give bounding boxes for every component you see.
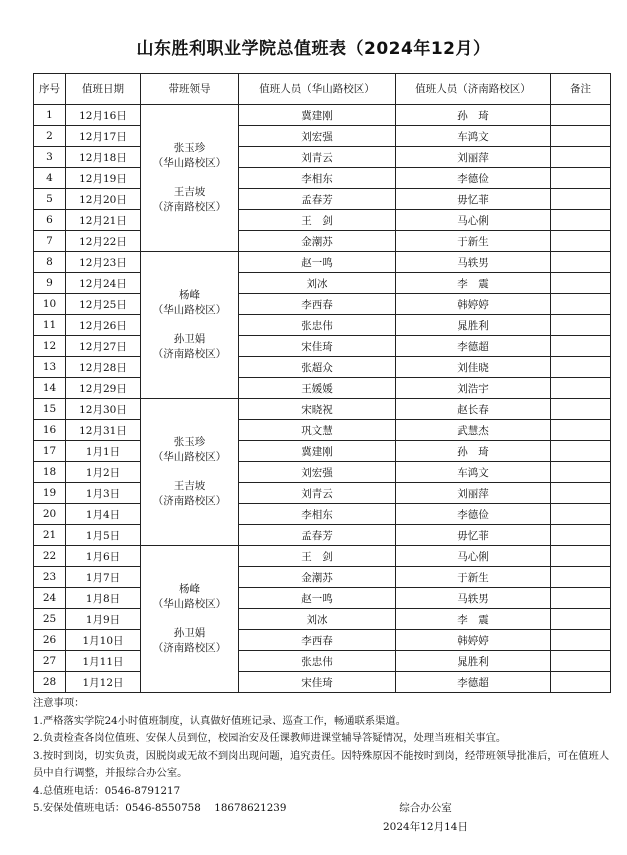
table-row bbox=[34, 651, 611, 672]
seq-cell: 22 bbox=[34, 546, 66, 567]
leader-cell bbox=[141, 252, 239, 399]
staff-jinan-cell: 韩婷婷 bbox=[396, 294, 551, 315]
staff-huashan-cell: 刘冰 bbox=[239, 609, 396, 630]
table-row bbox=[34, 315, 611, 336]
seq-cell: 5 bbox=[34, 189, 66, 210]
table-row bbox=[34, 294, 611, 315]
staff-huashan-cell: 赵一鸣 bbox=[239, 252, 396, 273]
duty-table bbox=[33, 73, 611, 693]
header-leader: 带班领导 bbox=[141, 74, 239, 105]
staff-huashan-cell: 金潮苏 bbox=[239, 567, 396, 588]
table-row bbox=[34, 567, 611, 588]
table-row bbox=[34, 630, 611, 651]
table-row bbox=[34, 378, 611, 399]
date-cell: 12月16日 bbox=[66, 105, 141, 126]
table-row bbox=[34, 210, 611, 231]
staff-huashan-cell: 李相东 bbox=[239, 504, 396, 525]
table-row bbox=[34, 546, 611, 567]
seq-cell: 18 bbox=[34, 462, 66, 483]
staff-jinan-cell: 于新生 bbox=[396, 231, 551, 252]
issue-date: 2024年12月14日 bbox=[383, 821, 468, 833]
staff-jinan-cell: 车鸿文 bbox=[396, 126, 551, 147]
seq-cell: 20 bbox=[34, 504, 66, 525]
note-item: 5.安保处值班电话：0546-8550758 18678621239 bbox=[33, 802, 287, 814]
table-row bbox=[34, 252, 611, 273]
leader-campus: （济南路校区） bbox=[152, 201, 227, 213]
date-cell: 12月23日 bbox=[66, 252, 141, 273]
date-cell: 1月5日 bbox=[66, 525, 141, 546]
staff-jinan-cell: 刘佳晓 bbox=[396, 357, 551, 378]
staff-huashan-cell: 孟春芳 bbox=[239, 525, 396, 546]
table-row bbox=[34, 483, 611, 504]
staff-huashan-cell: 刘宏强 bbox=[239, 462, 396, 483]
seq-cell: 13 bbox=[34, 357, 66, 378]
remark-cell bbox=[551, 126, 611, 147]
date-cell: 1月9日 bbox=[66, 609, 141, 630]
seq-cell: 3 bbox=[34, 147, 66, 168]
date-cell: 1月1日 bbox=[66, 441, 141, 462]
staff-jinan-cell: 李德超 bbox=[396, 336, 551, 357]
remark-cell bbox=[551, 651, 611, 672]
remark-cell bbox=[551, 210, 611, 231]
date-cell: 1月8日 bbox=[66, 588, 141, 609]
remark-cell bbox=[551, 315, 611, 336]
remark-cell bbox=[551, 567, 611, 588]
leader-spacer bbox=[141, 612, 238, 626]
staff-huashan-cell: 金潮苏 bbox=[239, 231, 396, 252]
table-row bbox=[34, 525, 611, 546]
remark-cell bbox=[551, 630, 611, 651]
staff-jinan-cell: 李 震 bbox=[396, 609, 551, 630]
staff-jinan-cell: 刘丽萍 bbox=[396, 483, 551, 504]
staff-jinan-cell: 毋忆菲 bbox=[396, 525, 551, 546]
remark-cell bbox=[551, 378, 611, 399]
leader-campus: （华山路校区） bbox=[152, 304, 227, 316]
note-item: 3.按时到岗，切实负责，因脱岗或无故不到岗出现问题，追究责任。因特殊原因不能按时到岗，经带班领导批准后，可在值班人员中自行调整，并报综合办公室。 bbox=[33, 749, 610, 779]
remark-cell bbox=[551, 441, 611, 462]
remark-cell bbox=[551, 483, 611, 504]
staff-jinan-cell: 韩婷婷 bbox=[396, 630, 551, 651]
leader-spacer bbox=[141, 465, 238, 479]
date-cell: 1月6日 bbox=[66, 546, 141, 567]
staff-jinan-cell: 李德超 bbox=[396, 672, 551, 693]
leader-name: 张玉珍 bbox=[173, 436, 206, 448]
leader-campus: （华山路校区） bbox=[152, 451, 227, 463]
remark-cell bbox=[551, 105, 611, 126]
table-row bbox=[34, 168, 611, 189]
date-cell: 1月2日 bbox=[66, 462, 141, 483]
seq-cell: 21 bbox=[34, 525, 66, 546]
remark-cell bbox=[551, 336, 611, 357]
table-row bbox=[34, 672, 611, 693]
date-cell: 12月26日 bbox=[66, 315, 141, 336]
staff-jinan-cell: 李 震 bbox=[396, 273, 551, 294]
seq-cell: 23 bbox=[34, 567, 66, 588]
note-item: 1.严格落实学院24小时值班制度，认真做好值班记录、巡查工作，畅通联系渠道。 bbox=[33, 714, 407, 727]
staff-huashan-cell: 宋佳琦 bbox=[239, 672, 396, 693]
seq-cell: 7 bbox=[34, 231, 66, 252]
table-row bbox=[34, 399, 611, 420]
header-remark: 备注 bbox=[551, 74, 611, 105]
seq-cell: 28 bbox=[34, 672, 66, 693]
seq-cell: 19 bbox=[34, 483, 66, 504]
seq-cell: 10 bbox=[34, 294, 66, 315]
staff-jinan-cell: 武慧杰 bbox=[396, 420, 551, 441]
remark-cell bbox=[551, 168, 611, 189]
date-cell: 12月31日 bbox=[66, 420, 141, 441]
staff-huashan-cell: 宋晓祝 bbox=[239, 399, 396, 420]
remark-cell bbox=[551, 357, 611, 378]
remark-cell bbox=[551, 273, 611, 294]
remark-cell bbox=[551, 546, 611, 567]
date-cell: 12月19日 bbox=[66, 168, 141, 189]
staff-huashan-cell: 冀建刚 bbox=[239, 441, 396, 462]
seq-cell: 6 bbox=[34, 210, 66, 231]
seq-cell: 17 bbox=[34, 441, 66, 462]
seq-cell: 9 bbox=[34, 273, 66, 294]
remark-cell bbox=[551, 294, 611, 315]
seq-cell: 2 bbox=[34, 126, 66, 147]
seq-cell: 4 bbox=[34, 168, 66, 189]
leader-campus: （华山路校区） bbox=[152, 598, 227, 610]
remark-cell bbox=[551, 147, 611, 168]
staff-huashan-cell: 张超众 bbox=[239, 357, 396, 378]
seq-cell: 25 bbox=[34, 609, 66, 630]
remark-cell bbox=[551, 462, 611, 483]
staff-huashan-cell: 王 剑 bbox=[239, 546, 396, 567]
staff-huashan-cell: 孟春芳 bbox=[239, 189, 396, 210]
staff-huashan-cell: 刘青云 bbox=[239, 147, 396, 168]
staff-jinan-cell: 孙 琦 bbox=[396, 441, 551, 462]
remark-cell bbox=[551, 231, 611, 252]
staff-jinan-cell: 李德俭 bbox=[396, 504, 551, 525]
table-row bbox=[34, 588, 611, 609]
table-row bbox=[34, 420, 611, 441]
staff-huashan-cell: 冀建刚 bbox=[239, 105, 396, 126]
date-cell: 1月12日 bbox=[66, 672, 141, 693]
staff-jinan-cell: 车鸿文 bbox=[396, 462, 551, 483]
staff-jinan-cell: 赵长春 bbox=[396, 399, 551, 420]
table-header-row bbox=[34, 74, 611, 105]
leader-name: 杨峰 bbox=[179, 289, 200, 301]
date-cell: 12月27日 bbox=[66, 336, 141, 357]
table-body bbox=[34, 105, 611, 693]
leader-spacer bbox=[141, 171, 238, 185]
staff-huashan-cell: 张忠伟 bbox=[239, 651, 396, 672]
remark-cell bbox=[551, 399, 611, 420]
date-cell: 12月29日 bbox=[66, 378, 141, 399]
header-date: 值班日期 bbox=[66, 74, 141, 105]
date-cell: 12月17日 bbox=[66, 126, 141, 147]
staff-jinan-cell: 毋忆菲 bbox=[396, 189, 551, 210]
staff-huashan-cell: 李西春 bbox=[239, 630, 396, 651]
table-row bbox=[34, 462, 611, 483]
issuing-office: 综合办公室 bbox=[399, 802, 452, 814]
leader-campus: （济南路校区） bbox=[152, 642, 227, 654]
table-row bbox=[34, 189, 611, 210]
leader-name: 王吉坡 bbox=[173, 480, 206, 492]
staff-huashan-cell: 巩文慧 bbox=[239, 420, 396, 441]
header-seq: 序号 bbox=[34, 74, 66, 105]
seq-cell: 26 bbox=[34, 630, 66, 651]
staff-jinan-cell: 马心俐 bbox=[396, 210, 551, 231]
staff-huashan-cell: 刘宏强 bbox=[239, 126, 396, 147]
leader-spacer bbox=[141, 318, 238, 332]
staff-huashan-cell: 刘青云 bbox=[239, 483, 396, 504]
note-item: 4.总值班电话：0546-8791217 bbox=[33, 784, 181, 797]
seq-cell: 27 bbox=[34, 651, 66, 672]
staff-huashan-cell: 宋佳琦 bbox=[239, 336, 396, 357]
staff-jinan-cell: 马轶男 bbox=[396, 252, 551, 273]
staff-huashan-cell: 王 剑 bbox=[239, 210, 396, 231]
date-cell: 1月11日 bbox=[66, 651, 141, 672]
table-row bbox=[34, 273, 611, 294]
seq-cell: 1 bbox=[34, 105, 66, 126]
remark-cell bbox=[551, 525, 611, 546]
staff-huashan-cell: 刘冰 bbox=[239, 273, 396, 294]
table-row bbox=[34, 231, 611, 252]
leader-campus: （济南路校区） bbox=[152, 495, 227, 507]
staff-jinan-cell: 马心俐 bbox=[396, 546, 551, 567]
table-row bbox=[34, 126, 611, 147]
staff-jinan-cell: 刘丽萍 bbox=[396, 147, 551, 168]
remark-cell bbox=[551, 609, 611, 630]
date-cell: 1月10日 bbox=[66, 630, 141, 651]
seq-cell: 11 bbox=[34, 315, 66, 336]
leader-name: 孙卫娟 bbox=[173, 333, 206, 345]
leader-cell bbox=[141, 399, 239, 546]
staff-jinan-cell: 晁胜利 bbox=[396, 315, 551, 336]
table-row bbox=[34, 357, 611, 378]
staff-jinan-cell: 马轶男 bbox=[396, 588, 551, 609]
notes-heading: 注意事项： bbox=[33, 697, 85, 709]
staff-jinan-cell: 刘浩宇 bbox=[396, 378, 551, 399]
date-cell: 1月7日 bbox=[66, 567, 141, 588]
table-row bbox=[34, 105, 611, 126]
header-staff-jinan: 值班人员（济南路校区） bbox=[396, 74, 551, 105]
leader-campus: （华山路校区） bbox=[152, 157, 227, 169]
table-row bbox=[34, 336, 611, 357]
date-cell: 1月4日 bbox=[66, 504, 141, 525]
remark-cell bbox=[551, 252, 611, 273]
staff-huashan-cell: 王媛媛 bbox=[239, 378, 396, 399]
date-cell: 12月20日 bbox=[66, 189, 141, 210]
date-cell: 12月25日 bbox=[66, 294, 141, 315]
note-item: 2.负责检查各岗位值班、安保人员到位，校园治安及任课教师进课堂辅导答疑情况，处理当班相关事宜。 bbox=[33, 732, 507, 744]
notes-section bbox=[33, 695, 613, 818]
page-title: 山东胜利职业学院总值班表（2024年12月） bbox=[136, 39, 491, 59]
leader-cell bbox=[141, 105, 239, 252]
table-row bbox=[34, 147, 611, 168]
leader-name: 孙卫娟 bbox=[173, 627, 206, 639]
seq-cell: 12 bbox=[34, 336, 66, 357]
date-cell: 12月18日 bbox=[66, 147, 141, 168]
seq-cell: 8 bbox=[34, 252, 66, 273]
staff-huashan-cell: 赵一鸣 bbox=[239, 588, 396, 609]
remark-cell bbox=[551, 420, 611, 441]
leader-name: 杨峰 bbox=[179, 583, 200, 595]
seq-cell: 15 bbox=[34, 399, 66, 420]
table-row bbox=[34, 504, 611, 525]
remark-cell bbox=[551, 189, 611, 210]
date-cell: 12月24日 bbox=[66, 273, 141, 294]
header-staff-huashan: 值班人员（华山路校区） bbox=[239, 74, 396, 105]
staff-jinan-cell: 孙 琦 bbox=[396, 105, 551, 126]
leader-campus: （济南路校区） bbox=[152, 348, 227, 360]
seq-cell: 24 bbox=[34, 588, 66, 609]
seq-cell: 14 bbox=[34, 378, 66, 399]
staff-huashan-cell: 张忠伟 bbox=[239, 315, 396, 336]
date-cell: 12月22日 bbox=[66, 231, 141, 252]
table-row bbox=[34, 609, 611, 630]
date-cell: 12月21日 bbox=[66, 210, 141, 231]
remark-cell bbox=[551, 588, 611, 609]
staff-huashan-cell: 李相东 bbox=[239, 168, 396, 189]
leader-cell bbox=[141, 546, 239, 693]
leader-name: 张玉珍 bbox=[173, 142, 206, 154]
signature-block bbox=[383, 799, 468, 837]
remark-cell bbox=[551, 672, 611, 693]
staff-huashan-cell: 李西春 bbox=[239, 294, 396, 315]
remark-cell bbox=[551, 504, 611, 525]
date-cell: 12月28日 bbox=[66, 357, 141, 378]
date-cell: 12月30日 bbox=[66, 399, 141, 420]
leader-name: 王吉坡 bbox=[173, 186, 206, 198]
date-cell: 1月3日 bbox=[66, 483, 141, 504]
staff-jinan-cell: 晁胜利 bbox=[396, 651, 551, 672]
seq-cell: 16 bbox=[34, 420, 66, 441]
staff-jinan-cell: 于新生 bbox=[396, 567, 551, 588]
table-row bbox=[34, 441, 611, 462]
staff-jinan-cell: 李德俭 bbox=[396, 168, 551, 189]
